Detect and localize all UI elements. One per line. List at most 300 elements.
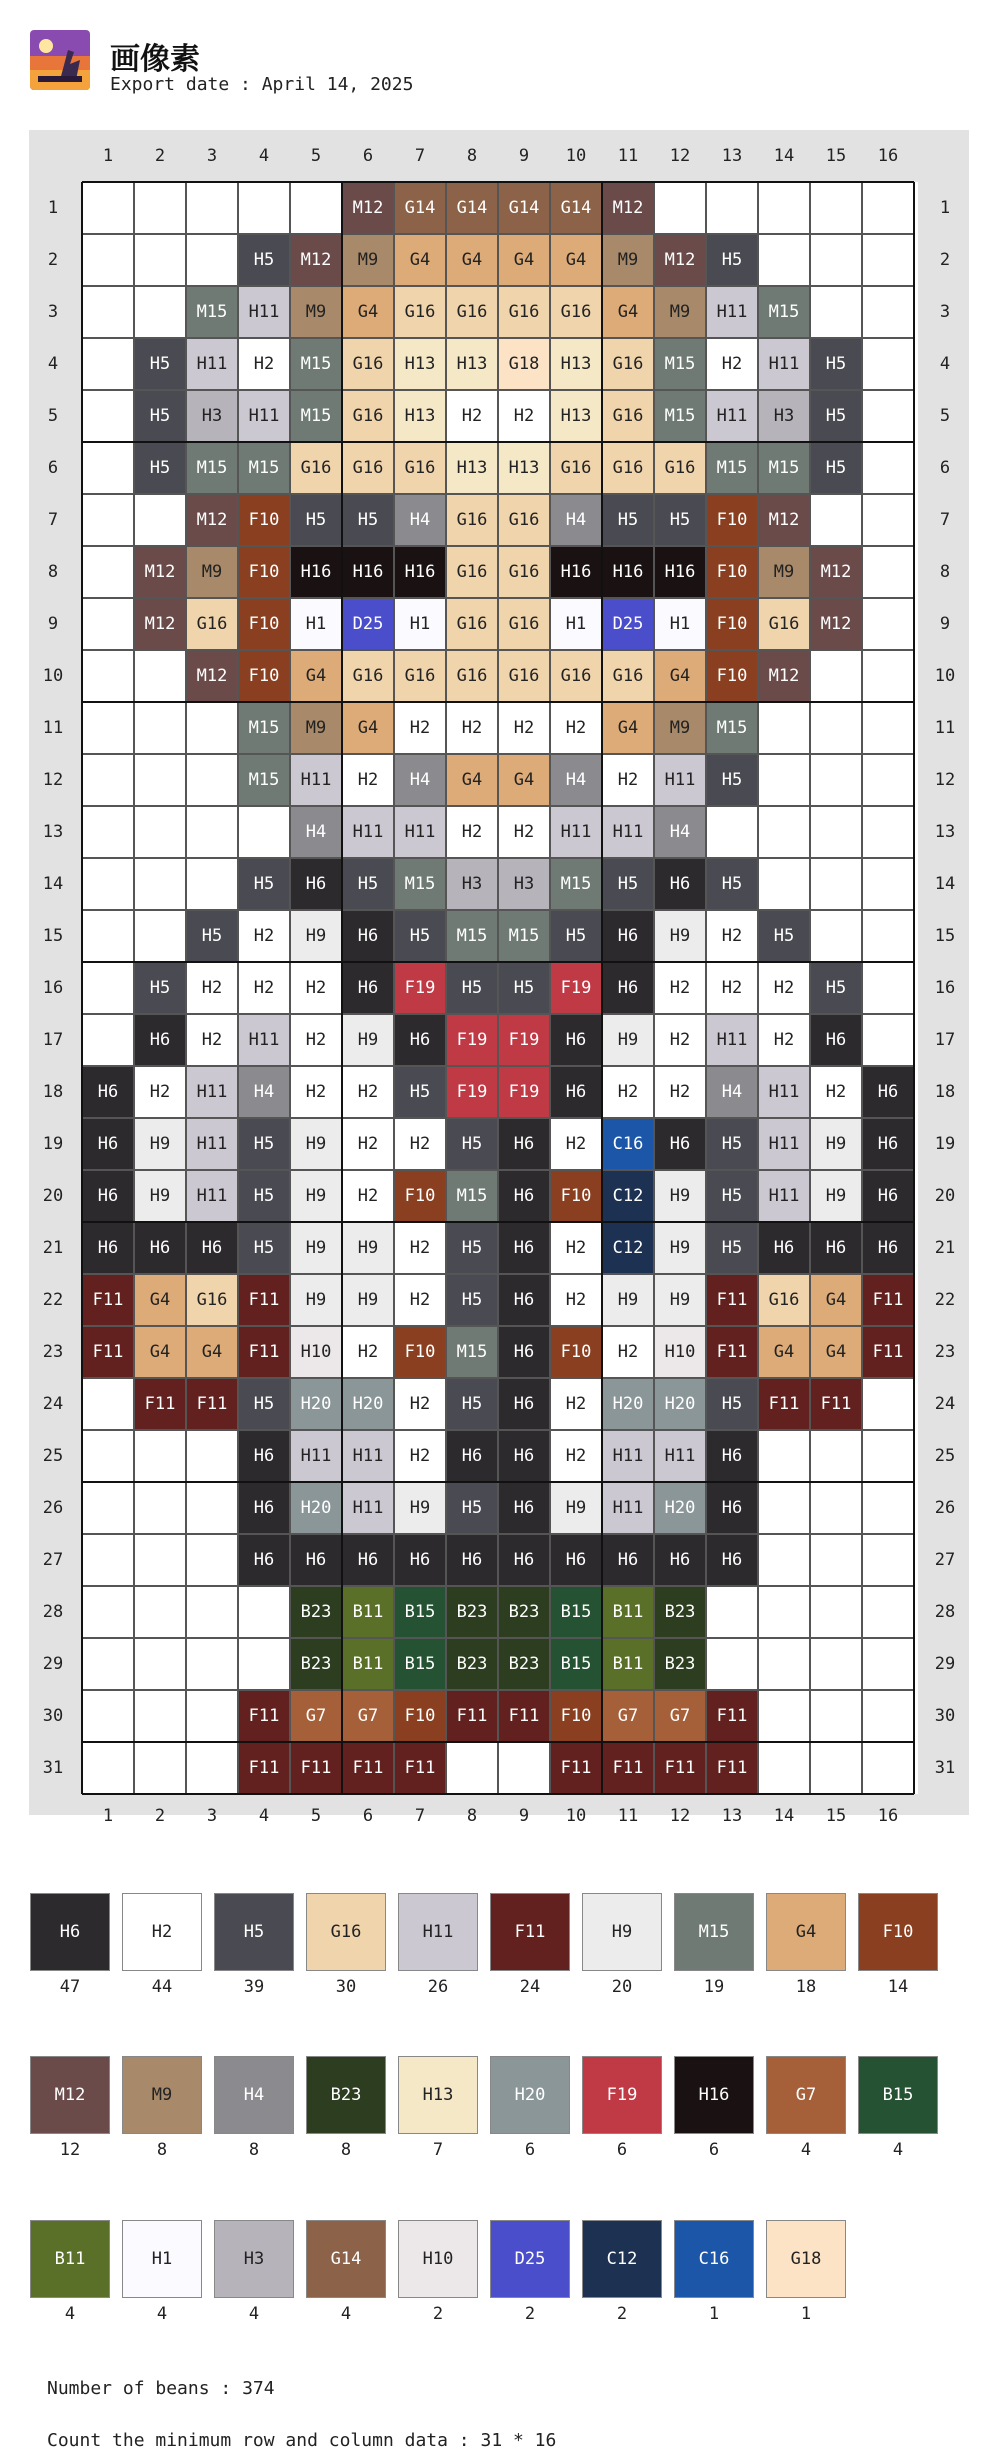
bead-cell[interactable]: M15: [290, 338, 342, 390]
bead-cell[interactable]: F10: [550, 1326, 602, 1378]
bead-cell[interactable]: M12: [186, 494, 238, 546]
bead-cell[interactable]: G16: [550, 442, 602, 494]
bead-cell[interactable]: F10: [394, 1690, 446, 1742]
bead-cell[interactable]: H6: [602, 910, 654, 962]
bead-cell[interactable]: F10: [550, 1170, 602, 1222]
bead-cell[interactable]: [758, 1586, 810, 1638]
bead-cell[interactable]: H5: [810, 962, 862, 1014]
bead-cell[interactable]: [862, 1586, 914, 1638]
bead-cell[interactable]: [862, 286, 914, 338]
bead-cell[interactable]: H6: [290, 858, 342, 910]
bead-cell[interactable]: H6: [238, 1534, 290, 1586]
bead-cell[interactable]: [810, 1586, 862, 1638]
bead-cell[interactable]: [82, 1378, 134, 1430]
bead-cell[interactable]: M15: [446, 1326, 498, 1378]
bead-cell[interactable]: H5: [394, 910, 446, 962]
bead-cell[interactable]: H6: [290, 1534, 342, 1586]
bead-cell[interactable]: [862, 1690, 914, 1742]
bead-cell[interactable]: H4: [550, 494, 602, 546]
bead-cell[interactable]: H6: [550, 1534, 602, 1586]
bead-cell[interactable]: H2: [602, 1066, 654, 1118]
bead-cell[interactable]: H6: [602, 1534, 654, 1586]
bead-cell[interactable]: H11: [186, 1066, 238, 1118]
bead-cell[interactable]: [134, 1430, 186, 1482]
bead-cell[interactable]: H11: [238, 286, 290, 338]
bead-cell[interactable]: G16: [498, 494, 550, 546]
bead-cell[interactable]: H11: [602, 806, 654, 858]
palette-item[interactable]: [214, 1893, 294, 2009]
bead-cell[interactable]: [186, 702, 238, 754]
bead-cell[interactable]: F11: [446, 1690, 498, 1742]
bead-cell[interactable]: M9: [602, 234, 654, 286]
bead-cell[interactable]: H20: [342, 1378, 394, 1430]
bead-cell[interactable]: H5: [810, 338, 862, 390]
bead-cell[interactable]: [82, 962, 134, 1014]
bead-cell[interactable]: M12: [758, 650, 810, 702]
bead-cell[interactable]: H6: [498, 1118, 550, 1170]
bead-cell[interactable]: H6: [134, 1222, 186, 1274]
bead-cell[interactable]: H2: [290, 962, 342, 1014]
bead-cell[interactable]: H6: [134, 1014, 186, 1066]
bead-cell[interactable]: [810, 650, 862, 702]
bead-cell[interactable]: H11: [602, 1482, 654, 1534]
bead-cell[interactable]: C16: [602, 1118, 654, 1170]
bead-cell[interactable]: H2: [342, 754, 394, 806]
bead-cell[interactable]: [82, 182, 134, 234]
bead-cell[interactable]: M9: [290, 702, 342, 754]
bead-cell[interactable]: H11: [342, 806, 394, 858]
bead-cell[interactable]: H5: [810, 390, 862, 442]
bead-cell[interactable]: [82, 1482, 134, 1534]
bead-cell[interactable]: H6: [498, 1170, 550, 1222]
bead-cell[interactable]: H2: [290, 1014, 342, 1066]
bead-cell[interactable]: M12: [810, 546, 862, 598]
bead-cell[interactable]: H11: [186, 1118, 238, 1170]
bead-cell[interactable]: F10: [394, 1326, 446, 1378]
bead-cell[interactable]: H5: [238, 234, 290, 286]
bead-cell[interactable]: H2: [706, 338, 758, 390]
bead-cell[interactable]: H11: [706, 286, 758, 338]
bead-cell[interactable]: H5: [706, 858, 758, 910]
bead-cell[interactable]: H2: [446, 390, 498, 442]
bead-cell[interactable]: B11: [342, 1586, 394, 1638]
bead-cell[interactable]: [654, 182, 706, 234]
bead-cell[interactable]: H9: [654, 1170, 706, 1222]
bead-cell[interactable]: H1: [550, 598, 602, 650]
bead-cell[interactable]: B15: [394, 1586, 446, 1638]
bead-cell[interactable]: [862, 910, 914, 962]
bead-cell[interactable]: H6: [706, 1534, 758, 1586]
bead-cell[interactable]: F11: [238, 1326, 290, 1378]
bead-cell[interactable]: M15: [758, 442, 810, 494]
bead-cell[interactable]: F19: [498, 1014, 550, 1066]
bead-cell[interactable]: [134, 650, 186, 702]
bead-cell[interactable]: H20: [290, 1482, 342, 1534]
bead-cell[interactable]: H11: [758, 338, 810, 390]
palette-item[interactable]: [306, 1893, 386, 2009]
bead-cell[interactable]: H2: [498, 702, 550, 754]
bead-cell[interactable]: H2: [602, 1326, 654, 1378]
bead-cell[interactable]: [862, 806, 914, 858]
bead-cell[interactable]: H2: [342, 1326, 394, 1378]
bead-cell[interactable]: H11: [654, 754, 706, 806]
bead-cell[interactable]: H9: [654, 1274, 706, 1326]
bead-cell[interactable]: H3: [446, 858, 498, 910]
bead-cell[interactable]: M15: [654, 338, 706, 390]
bead-cell[interactable]: H6: [862, 1066, 914, 1118]
bead-cell[interactable]: F11: [498, 1690, 550, 1742]
bead-cell[interactable]: M12: [290, 234, 342, 286]
bead-cell[interactable]: [862, 182, 914, 234]
bead-cell[interactable]: H2: [758, 1014, 810, 1066]
bead-cell[interactable]: [862, 338, 914, 390]
bead-cell[interactable]: [810, 1430, 862, 1482]
bead-cell[interactable]: H2: [134, 1066, 186, 1118]
bead-cell[interactable]: M9: [290, 286, 342, 338]
bead-cell[interactable]: H6: [238, 1482, 290, 1534]
bead-cell[interactable]: H5: [134, 962, 186, 1014]
bead-cell[interactable]: H10: [654, 1326, 706, 1378]
bead-cell[interactable]: H5: [706, 1222, 758, 1274]
bead-cell[interactable]: [862, 1638, 914, 1690]
bead-cell[interactable]: [82, 754, 134, 806]
bead-cell[interactable]: H6: [498, 1326, 550, 1378]
bead-cell[interactable]: H2: [394, 1274, 446, 1326]
bead-cell[interactable]: B15: [550, 1638, 602, 1690]
bead-cell[interactable]: H5: [446, 1222, 498, 1274]
bead-cell[interactable]: M12: [186, 650, 238, 702]
bead-cell[interactable]: [862, 1430, 914, 1482]
bead-cell[interactable]: H1: [394, 598, 446, 650]
bead-cell[interactable]: H4: [654, 806, 706, 858]
bead-cell[interactable]: F11: [862, 1274, 914, 1326]
bead-cell[interactable]: F11: [82, 1274, 134, 1326]
bead-cell[interactable]: H4: [238, 1066, 290, 1118]
bead-cell[interactable]: [810, 1534, 862, 1586]
bead-cell[interactable]: H1: [654, 598, 706, 650]
bead-cell[interactable]: H11: [602, 1430, 654, 1482]
bead-cell[interactable]: H5: [238, 858, 290, 910]
bead-cell[interactable]: H13: [446, 442, 498, 494]
bead-cell[interactable]: H5: [602, 494, 654, 546]
bead-cell[interactable]: [186, 182, 238, 234]
bead-cell[interactable]: H6: [342, 1534, 394, 1586]
bead-cell[interactable]: H5: [654, 494, 706, 546]
bead-cell[interactable]: M15: [550, 858, 602, 910]
bead-cell[interactable]: [186, 1742, 238, 1794]
bead-cell[interactable]: M15: [394, 858, 446, 910]
bead-cell[interactable]: F10: [238, 546, 290, 598]
bead-cell[interactable]: F11: [550, 1742, 602, 1794]
bead-cell[interactable]: [862, 650, 914, 702]
bead-cell[interactable]: [134, 1586, 186, 1638]
bead-cell[interactable]: G16: [550, 650, 602, 702]
bead-cell[interactable]: H16: [342, 546, 394, 598]
bead-cell[interactable]: H3: [186, 390, 238, 442]
bead-cell[interactable]: F10: [550, 1690, 602, 1742]
bead-cell[interactable]: G4: [758, 1326, 810, 1378]
bead-cell[interactable]: G4: [602, 702, 654, 754]
bead-cell[interactable]: M15: [446, 910, 498, 962]
bead-cell[interactable]: B23: [498, 1638, 550, 1690]
bead-cell[interactable]: H5: [706, 1118, 758, 1170]
bead-cell[interactable]: [862, 1014, 914, 1066]
bead-cell[interactable]: H6: [82, 1222, 134, 1274]
bead-cell[interactable]: H11: [758, 1170, 810, 1222]
bead-cell[interactable]: [186, 234, 238, 286]
bead-cell[interactable]: G4: [498, 234, 550, 286]
bead-cell[interactable]: H2: [654, 962, 706, 1014]
palette-item[interactable]: [30, 2220, 110, 2336]
bead-cell[interactable]: M12: [134, 546, 186, 598]
bead-cell[interactable]: [134, 702, 186, 754]
bead-cell[interactable]: H6: [394, 1534, 446, 1586]
bead-cell[interactable]: H5: [238, 1118, 290, 1170]
bead-cell[interactable]: H13: [394, 390, 446, 442]
bead-cell[interactable]: G14: [550, 182, 602, 234]
bead-cell[interactable]: H6: [446, 1430, 498, 1482]
bead-cell[interactable]: H6: [862, 1222, 914, 1274]
bead-cell[interactable]: H2: [654, 1014, 706, 1066]
bead-cell[interactable]: H5: [810, 442, 862, 494]
bead-cell[interactable]: G4: [342, 702, 394, 754]
bead-cell[interactable]: F11: [862, 1326, 914, 1378]
bead-cell[interactable]: H2: [394, 1430, 446, 1482]
palette-item[interactable]: [122, 2056, 202, 2172]
bead-cell[interactable]: H11: [342, 1482, 394, 1534]
bead-cell[interactable]: [758, 1742, 810, 1794]
palette-item[interactable]: [674, 2220, 754, 2336]
bead-cell[interactable]: H5: [290, 494, 342, 546]
bead-cell[interactable]: H6: [342, 962, 394, 1014]
bead-cell[interactable]: [134, 1742, 186, 1794]
bead-cell[interactable]: [186, 858, 238, 910]
bead-cell[interactable]: [810, 702, 862, 754]
bead-cell[interactable]: H5: [706, 1378, 758, 1430]
bead-cell[interactable]: [82, 1014, 134, 1066]
bead-cell[interactable]: B11: [602, 1638, 654, 1690]
bead-cell[interactable]: M15: [446, 1170, 498, 1222]
bead-cell[interactable]: [862, 390, 914, 442]
bead-cell[interactable]: F11: [810, 1378, 862, 1430]
bead-cell[interactable]: F11: [238, 1742, 290, 1794]
bead-cell[interactable]: [758, 1430, 810, 1482]
bead-cell[interactable]: G14: [498, 182, 550, 234]
palette-item[interactable]: [214, 2220, 294, 2336]
bead-cell[interactable]: H4: [290, 806, 342, 858]
bead-cell[interactable]: G4: [602, 286, 654, 338]
bead-cell[interactable]: M15: [706, 702, 758, 754]
bead-cell[interactable]: H5: [446, 1482, 498, 1534]
bead-cell[interactable]: G4: [342, 286, 394, 338]
palette-item[interactable]: [858, 1893, 938, 2009]
bead-cell[interactable]: H2: [758, 962, 810, 1014]
palette-item[interactable]: [122, 2220, 202, 2336]
bead-cell[interactable]: H4: [394, 494, 446, 546]
bead-cell[interactable]: H6: [862, 1118, 914, 1170]
bead-cell[interactable]: H2: [394, 702, 446, 754]
bead-cell[interactable]: G16: [394, 286, 446, 338]
bead-cell[interactable]: G16: [498, 546, 550, 598]
bead-cell[interactable]: [862, 962, 914, 1014]
bead-cell[interactable]: H13: [498, 442, 550, 494]
bead-cell[interactable]: [134, 754, 186, 806]
bead-cell[interactable]: [758, 702, 810, 754]
bead-cell[interactable]: H2: [550, 702, 602, 754]
bead-cell[interactable]: H5: [342, 494, 394, 546]
bead-cell[interactable]: H6: [654, 1118, 706, 1170]
bead-cell[interactable]: [758, 1690, 810, 1742]
bead-cell[interactable]: H6: [498, 1222, 550, 1274]
bead-cell[interactable]: H6: [498, 1482, 550, 1534]
bead-cell[interactable]: G16: [602, 442, 654, 494]
bead-cell[interactable]: H16: [654, 546, 706, 598]
palette-item[interactable]: [674, 1893, 754, 2009]
bead-cell[interactable]: H16: [602, 546, 654, 598]
palette-item[interactable]: [30, 2056, 110, 2172]
bead-cell[interactable]: [810, 1690, 862, 1742]
bead-cell[interactable]: [810, 182, 862, 234]
bead-cell[interactable]: H9: [342, 1014, 394, 1066]
bead-cell[interactable]: M15: [290, 390, 342, 442]
bead-cell[interactable]: C12: [602, 1222, 654, 1274]
bead-cell[interactable]: H2: [394, 1378, 446, 1430]
bead-cell[interactable]: G18: [498, 338, 550, 390]
bead-cell[interactable]: H2: [602, 754, 654, 806]
bead-cell[interactable]: H2: [446, 806, 498, 858]
bead-cell[interactable]: B23: [290, 1638, 342, 1690]
bead-cell[interactable]: [862, 858, 914, 910]
bead-cell[interactable]: [810, 286, 862, 338]
bead-cell[interactable]: G16: [758, 1274, 810, 1326]
bead-cell[interactable]: [82, 702, 134, 754]
bead-cell[interactable]: H2: [238, 338, 290, 390]
bead-cell[interactable]: F11: [238, 1274, 290, 1326]
bead-cell[interactable]: H5: [134, 338, 186, 390]
bead-cell[interactable]: [810, 910, 862, 962]
bead-cell[interactable]: H2: [654, 1066, 706, 1118]
bead-cell[interactable]: H2: [498, 390, 550, 442]
bead-cell[interactable]: H9: [290, 1118, 342, 1170]
bead-cell[interactable]: [758, 1482, 810, 1534]
bead-cell[interactable]: G16: [394, 650, 446, 702]
bead-cell[interactable]: [82, 442, 134, 494]
bead-cell[interactable]: H2: [550, 1118, 602, 1170]
bead-cell[interactable]: H2: [394, 1222, 446, 1274]
bead-cell[interactable]: [82, 338, 134, 390]
bead-cell[interactable]: H9: [550, 1482, 602, 1534]
bead-cell[interactable]: [498, 1742, 550, 1794]
bead-cell[interactable]: [810, 234, 862, 286]
bead-cell[interactable]: [290, 182, 342, 234]
bead-cell[interactable]: H2: [342, 1170, 394, 1222]
bead-cell[interactable]: H9: [290, 1274, 342, 1326]
bead-cell[interactable]: M12: [758, 494, 810, 546]
bead-cell[interactable]: G16: [342, 390, 394, 442]
bead-cell[interactable]: H6: [550, 1066, 602, 1118]
bead-cell[interactable]: H9: [134, 1170, 186, 1222]
bead-cell[interactable]: F10: [706, 546, 758, 598]
bead-cell[interactable]: G4: [446, 234, 498, 286]
bead-cell[interactable]: M9: [186, 546, 238, 598]
bead-cell[interactable]: H6: [758, 1222, 810, 1274]
bead-cell[interactable]: F11: [394, 1742, 446, 1794]
bead-cell[interactable]: H6: [342, 910, 394, 962]
palette-item[interactable]: [122, 1893, 202, 2009]
bead-cell[interactable]: G16: [186, 598, 238, 650]
bead-cell[interactable]: [810, 1742, 862, 1794]
bead-cell[interactable]: H9: [810, 1170, 862, 1222]
bead-cell[interactable]: H5: [758, 910, 810, 962]
bead-cell[interactable]: H10: [290, 1326, 342, 1378]
bead-cell[interactable]: [862, 494, 914, 546]
bead-cell[interactable]: H6: [810, 1222, 862, 1274]
bead-cell[interactable]: B23: [446, 1586, 498, 1638]
bead-cell[interactable]: [82, 598, 134, 650]
bead-cell[interactable]: H9: [810, 1118, 862, 1170]
bead-cell[interactable]: H16: [550, 546, 602, 598]
bead-cell[interactable]: H6: [706, 1430, 758, 1482]
bead-cell[interactable]: [134, 910, 186, 962]
bead-cell[interactable]: C12: [602, 1170, 654, 1222]
bead-cell[interactable]: H9: [654, 910, 706, 962]
bead-cell[interactable]: [186, 754, 238, 806]
bead-cell[interactable]: H9: [290, 910, 342, 962]
bead-cell[interactable]: H11: [186, 338, 238, 390]
bead-cell[interactable]: H9: [290, 1222, 342, 1274]
palette-item[interactable]: [306, 2056, 386, 2172]
palette-item[interactable]: [490, 2220, 570, 2336]
bead-cell[interactable]: H2: [550, 1222, 602, 1274]
bead-cell[interactable]: H11: [550, 806, 602, 858]
bead-cell[interactable]: H6: [498, 1274, 550, 1326]
bead-cell[interactable]: F11: [706, 1274, 758, 1326]
bead-cell[interactable]: F10: [238, 650, 290, 702]
bead-cell[interactable]: [134, 1638, 186, 1690]
bead-cell[interactable]: H9: [134, 1118, 186, 1170]
bead-cell[interactable]: G4: [394, 234, 446, 286]
bead-cell[interactable]: [862, 546, 914, 598]
bead-cell[interactable]: [82, 650, 134, 702]
bead-cell[interactable]: F19: [498, 1066, 550, 1118]
bead-cell[interactable]: F11: [758, 1378, 810, 1430]
bead-cell[interactable]: F11: [602, 1742, 654, 1794]
bead-cell[interactable]: [186, 1690, 238, 1742]
bead-cell[interactable]: M12: [654, 234, 706, 286]
bead-cell[interactable]: H6: [238, 1430, 290, 1482]
bead-cell[interactable]: B11: [602, 1586, 654, 1638]
bead-cell[interactable]: [810, 1482, 862, 1534]
bead-cell[interactable]: [810, 806, 862, 858]
bead-cell[interactable]: G7: [342, 1690, 394, 1742]
bead-cell[interactable]: H11: [706, 390, 758, 442]
bead-cell[interactable]: [82, 546, 134, 598]
bead-cell[interactable]: F11: [706, 1690, 758, 1742]
bead-cell[interactable]: H9: [602, 1014, 654, 1066]
bead-cell[interactable]: [862, 1482, 914, 1534]
bead-cell[interactable]: H11: [290, 1430, 342, 1482]
palette-item[interactable]: [582, 2220, 662, 2336]
bead-cell[interactable]: M15: [758, 286, 810, 338]
bead-cell[interactable]: H6: [602, 962, 654, 1014]
bead-cell[interactable]: G16: [498, 598, 550, 650]
bead-cell[interactable]: [758, 754, 810, 806]
bead-cell[interactable]: G4: [290, 650, 342, 702]
bead-cell[interactable]: F19: [446, 1066, 498, 1118]
bead-cell[interactable]: G16: [446, 286, 498, 338]
palette-item[interactable]: [30, 1893, 110, 2009]
bead-cell[interactable]: G16: [186, 1274, 238, 1326]
